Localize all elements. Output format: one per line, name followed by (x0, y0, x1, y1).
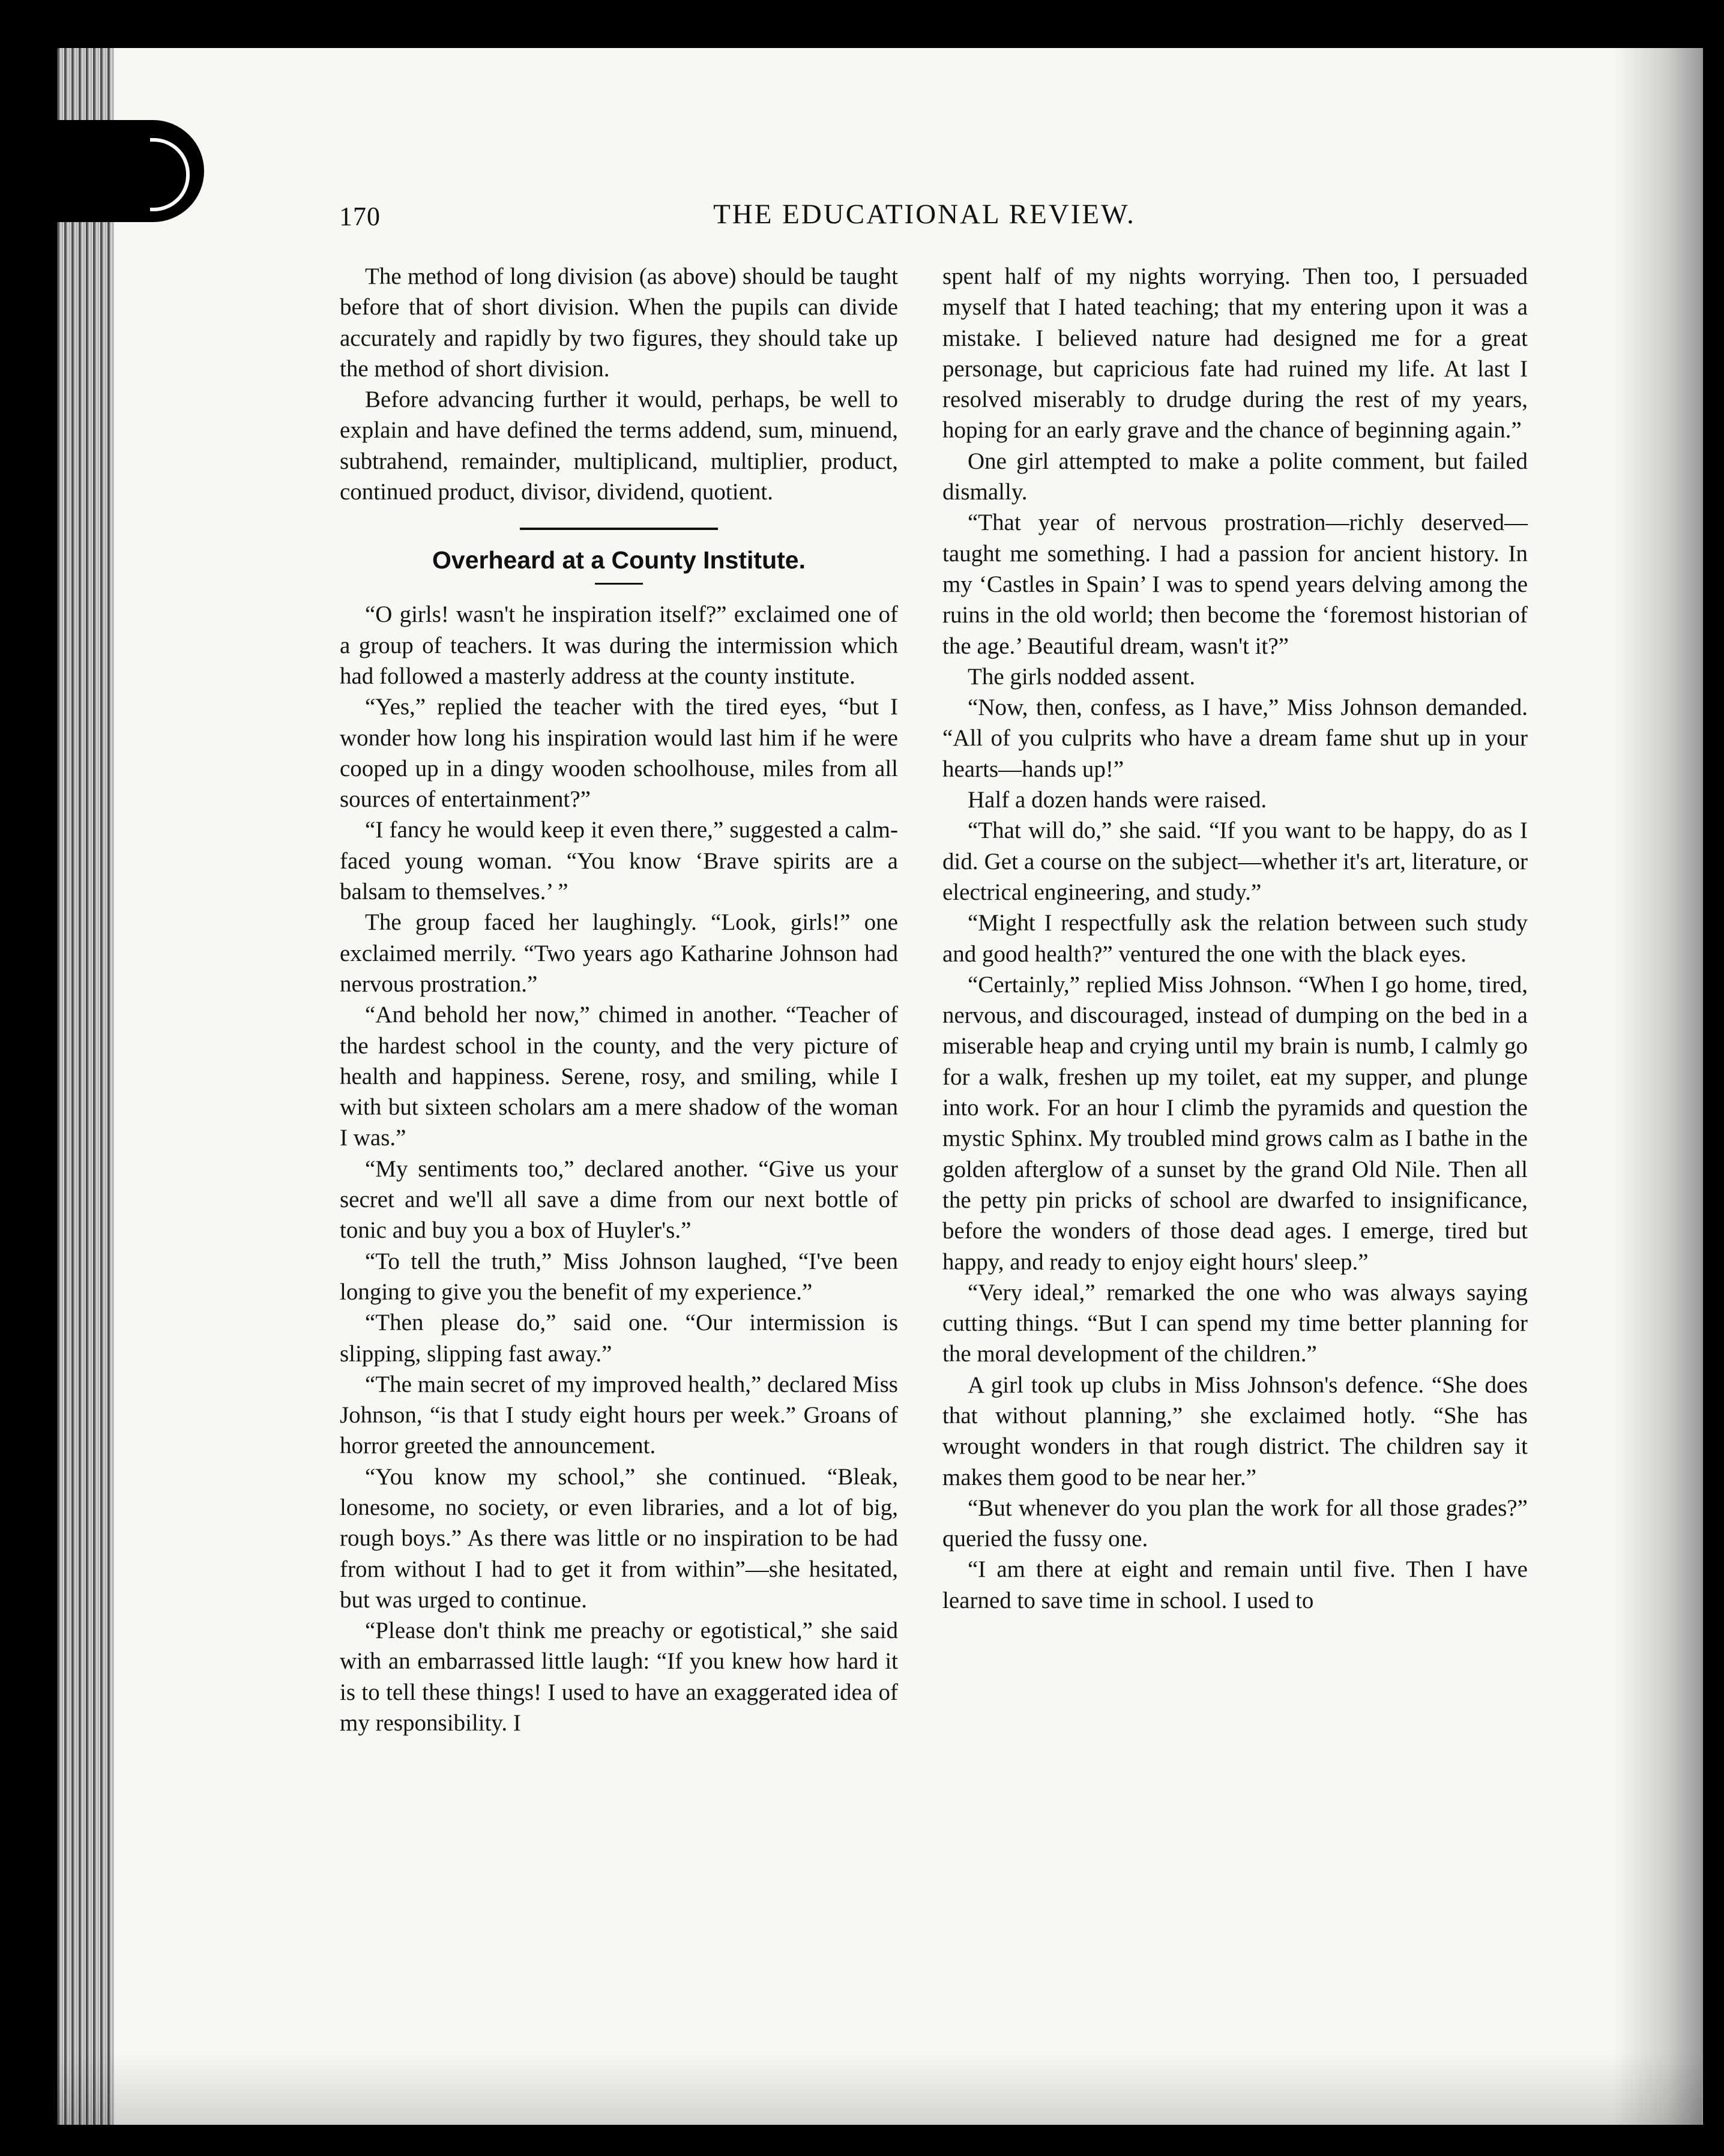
paragraph: The method of long division (as above) should be taught before that of short division. When the pupils can divide accurately and rapidly by two figures, they should take up the method of short division. (340, 263, 898, 382)
heading-underline (595, 583, 643, 585)
paragraph: “Please don't think me preachy or egotistical,” she said with an embarrassed little laugh: “If you knew how hard it is to tell these things! I used to have an exaggerated idea of my responsibility. I (340, 1618, 898, 1736)
paragraph: “Might I respectfully ask the relation between such study and good health?” ventured the one with the black eyes. (942, 910, 1528, 967)
paragraph: “And behold her now,” chimed in another. “Teacher of the hardest school in the county, and the very picture of health and happiness. Serene, rosy, and smiling, while I with but sixteen scholars am a mere shadow of the woman I was.” (340, 1002, 898, 1151)
right-column (942, 261, 1528, 1616)
book-spine-edge (57, 48, 114, 2125)
paragraph: “I am there at eight and remain until five. Then I have learned to save time in school. I used to (942, 1556, 1528, 1613)
paragraph: “Now, then, confess, as I have,” Miss Johnson demanded. “All of you culprits who have a dream fame shut up in your hearts—hands up!” (942, 694, 1528, 782)
paragraph: “Certainly,” replied Miss Johnson. “When I go home, tired, nervous, and discouraged, instead of dumping on the bed in a miserable heap and crying until my brain is numb, I calmly go for a walk, freshen up my toilet, eat my supper, and plunge into work. For an hour I climb the pyramids and question the mystic Sphinx. My troubled mind grows calm as I bathe in the golden afterglow of a sunset by the grand Old Nile. Then all the petty pin pricks of school are dwarfed to insignificance, before the wonders of those dead ages. I emerge, tired but happy, and ready to enjoy eight hours' sleep.” (942, 971, 1528, 1275)
paragraph: “The main secret of my improved health,” declared Miss Johnson, “is that I study eight hours per week.” Groans of horror greeted the announcement. (340, 1371, 898, 1459)
paragraph: “But whenever do you plan the work for all those grades?” queried the fussy one. (942, 1495, 1528, 1552)
page-number: 170 (339, 202, 381, 231)
paragraph: The group faced her laughingly. “Look, girls!” one exclaimed merrily. “Two years ago Katharine Johnson had nervous prostration.” (340, 909, 898, 997)
page-bottom-shadow (57, 2053, 1702, 2125)
page-right-edge-shadow (1613, 48, 1703, 2125)
paragraph: “Then please do,” said one. “Our intermission is slipping, slipping fast away.” (340, 1310, 898, 1367)
paragraph: A girl took up clubs in Miss Johnson's defence. “She does that without planning,” she exclaimed hotly. “She has wrought wonders in that rough district. The children say it makes them good to be near her.” (942, 1372, 1528, 1490)
paragraph: “I fancy he would keep it even there,” suggested a calm-faced young woman. “You know ‘Brave spirits are a balsam to themselves.’ ” (340, 817, 898, 905)
paragraph: “Yes,” replied the teacher with the tired eyes, “but I wonder how long his inspiration would last him if he were cooped up in a dingy wooden schoolhouse, miles from all sources of entertainment?” (340, 694, 898, 813)
paragraph: “My sentiments too,” declared another. “Give us your secret and we'll all save a dime from our next bottle of tonic and buy you a box of Huyler's.” (340, 1155, 898, 1244)
left-column (340, 261, 898, 1738)
section-divider (520, 528, 718, 530)
paragraph: “Very ideal,” remarked the one who was always saying cutting things. “But I can spend my time better planning for the moral development of the children.” (942, 1279, 1528, 1367)
section-heading: Overheard at a County Institute. (432, 546, 806, 574)
paragraph: “You know my school,” she continued. “Bleak, lonesome, no society, or even libraries, and a lot of big, rough boys.” As there was little or no inspiration to be had from without I had to get it from within”—she hesitated, but was urged to continue. (340, 1463, 898, 1613)
running-title: THE EDUCATIONAL REVIEW. (713, 199, 1136, 230)
paragraph: “That will do,” she said. “If you want to be happy, do as I did. Get a course on the subject—whether it's art, literature, or electrical engineering, and study.” (942, 818, 1528, 905)
paragraph: One girl attempted to make a polite comment, but failed dismally. (942, 448, 1528, 505)
paragraph-continuation: spent half of my nights worrying. Then too, I persuaded myself that I hated teaching; that my entering upon it was a mistake. I believed nature had designed me for a great personage, but capricious fate had ruined my life. At last I resolved miserably to drudge during the rest of my years, hoping for an early grave and the chance of beginning again.” (942, 263, 1528, 444)
paragraph: “That year of nervous prostration—richly deserved—taught me something. I had a passion for ancient history. In my ‘Castles in Spain’ I was to spend years delving among the ruins in the old world; then become the ‘foremost historian of the age.’ Beautiful dream, wasn't it?” (942, 510, 1528, 659)
paragraph: “O girls! wasn't he inspiration itself?” exclaimed one of a group of teachers. It was during the intermission which had followed a masterly address at the county institute. (340, 601, 898, 689)
scan-top-border (0, 0, 1724, 54)
paragraph: Half a dozen hands were raised. (968, 787, 1267, 813)
paragraph: “To tell the truth,” Miss Johnson laughed, “I've been longing to give you the benefit of my experience.” (340, 1248, 898, 1305)
paragraph: The girls nodded assent. (968, 663, 1196, 690)
paragraph: Before advancing further it would, perhaps, be well to explain and have defined the terms addend, sum, minuend, subtrahend, remainder, multiplicand, multiplier, product, continued product, divisor, dividend, quotient. (340, 387, 898, 505)
